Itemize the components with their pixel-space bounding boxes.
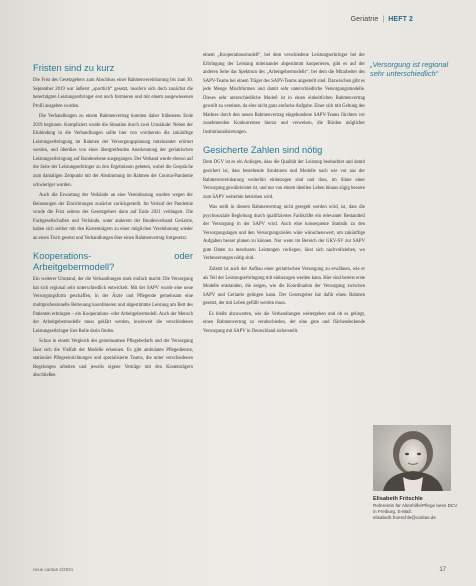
paragraph: Ein weiterer Umstand, der die Verhandlungen stark einfach macht: Die Versorgung hat sich regional sehr unterschiedlich entwickelt. Mit der SAPV wurde eine neue Versorgungsform geschaffen, in der Ärzte und Pflegende gemeinsam eine multiprofessionelle Betreuung koordinieren und abgestimmte Leistung am Bett des Patienten erbringen – ein Kooperations- oder Arbeitgebermodell. Auch der Mensch der Arbeitgebermodelle muss geklärt werden, inwieweit die verschiedenen Leistungserbringer ihre Rolle darin finden. bbox=[33, 277, 193, 334]
author-caption bbox=[373, 496, 459, 521]
header-divider: | bbox=[382, 16, 385, 23]
pull-quote: „Versorgung ist regional sehr unterschiedlich“ bbox=[370, 60, 449, 79]
header-issue: HEFT 2 bbox=[388, 16, 413, 23]
author-portrait bbox=[373, 425, 451, 491]
paragraph: Es bleibt abzuwarten, wie die Verhandlungen weitergehen und ob es gelingt, einen Rahmenvertrag zu verabschieden, der eine gute und flächendeckende Versorgung mit SAPV in Deutschland sicherstellt. bbox=[203, 311, 365, 334]
heading-zahlen: Gesicherte Zahlen sind nötig bbox=[203, 144, 323, 156]
heading-kooperation: Kooperations- oder Arbeitgebermodell? bbox=[33, 250, 193, 273]
footer-publication: neue caritas 2/2021 bbox=[33, 567, 74, 572]
portrait-photo-icon bbox=[373, 425, 451, 491]
paragraph: Die Frist des Gesetzgebers zum Abschluss einer Rahmenvereinbarung bis zum 30. September 2019 war äußerst „sportlich“ gesetzt, insofern sich doch zunächst die berechtigten Leistungserbringer erst noch formieren und mit einem ausgewiesenen Profil ausgeben wurden. bbox=[33, 78, 193, 109]
page-number: 17 bbox=[439, 567, 446, 573]
paragraph: Was stellt in diesem Rahmenvertrag nicht geregelt werden wird, ist, dass die psychosoziale Begleitung durch qualifiziertes Fachkräfte ein relevanter Bestandteil der Versorgung in der SAPV wird. Auch eine konsequente Statistik zu den Versorgungslagen und den Versorgungszielen wäre wünschenswert, um zukünftige Aufgaben besser planen zu können. Nur wenn im Bereich der GKV-SV zur SAPV gute Daten zu messbaren Leistungen vorliegen, lässt sich nachvollziehen, wo Verbesserungen nötig sind. bbox=[203, 205, 365, 262]
column-left bbox=[33, 62, 193, 383]
author-description: Referentin für Altenhilfe/Pflege beim DCV in Freiburg, E-Mail: elisabeth.froeschle@caritas.de bbox=[373, 503, 458, 521]
paragraph: einem „Kooperationsmodell“, bei dem verschiedene Leistungserbringer bei der Erbringung der Leistung miteinander abgestimmt kooperieren, gibt es auf der anderen Seite das Spektrum des „Arbeitgebermodells“, bei dem die Mitarbeiter des SAPV-Teams bei einem Träger des SAPV-Teams angestellt sind. Dazwischen gibt es jede Menge Mischformen und damit sehr unterschiedliche Versorgungsmodelle. Dieses sehr unterschiedliche Modell ist in einen einheitlichen Rahmenvertrag gewollt zu vereinen, da eine nicht ganz einfache Aufgabe. Einer sich mit Geltung des Marktes durch den neuen Rahmenvertrag eingebundene SAPV-Teams fürchten vor zunehmenden Konkurrenten hierzu und verweisen, die Bürden möglicher Institutionalisierungen. bbox=[203, 53, 365, 135]
paragraph: Dem DGV ist es ein Anliegen, dass die Qualität der Leistung beobachtet und damit gesichert ist, dass bestehende Strukturen und Modelle nach wie vor aus der Rahmenvereinbarung weiterhin einbezogen sind und dass, im Sinne einer Versorgung gewährleistet ist, und nur von einem ideellen Leben hinaus zügig bessere zum SAPV weiterhin betrieben wird. bbox=[203, 160, 365, 200]
paragraph: Zuletzt ist auch der Aufbau einer geriatrischen Versorgung zu erwähnen, wie er als Teil der Leistungserbringung mit einbezogen werden kann. Hier sind bereits erste Modelle entstanden, die zeigen, wie die Koordination der Versorgung zwischen SAPV und Geriatrie gelingen kann. Der Gesetzgeber hat dafür einen Rahmen gesetzt, der mit Leben gefüllt werden muss. bbox=[203, 267, 365, 307]
header-section: Geriatrie bbox=[350, 16, 379, 23]
paragraph: Auch die Erwartung der Verbände an eine Vereinbarung wurden wegen der Belastungen der Einrichtungen zunächst zurückgestellt. Im Verlauf der Pandemie wurde die Frist seitens des Gesetzgebers dann auf Ende 2021 verlängert. Die Fachgesellschaften und Verbände, unter anderem der Bundesverband Geriatrie, haben sich seither mit den Kostenträgern zu einer möglichen Vereinbarung wieder an einen Tisch gesetzt und Verhandlungen über einen Rahmenvertrag fortgesetzt. bbox=[33, 193, 193, 241]
heading-fristen: Fristen sind zu kurz bbox=[33, 62, 115, 73]
paragraph: Schon in einem Vergleich des gemeinsamen Pflegebedarfs und der Versorgung lässt sich die Vielfalt der Modelle erkennen. Es gibt ambulante Pflegedienste, stationäre Pflegeeinrichtungen und spezialisierte Teams, die unter verschiedenen Regelungen arbeiten und jeweils eigene Verträge mit den Kostenträgern abschließen. bbox=[33, 339, 193, 379]
author-name: Elisabeth Fröschle bbox=[373, 496, 423, 502]
column-right bbox=[203, 52, 365, 338]
paragraph: Die Verhandlungen zu einem Rahmenvertrag konnten daher frühestens Ende 2019 beginnen. Kompliziert wurde die Situation durch zwei Umstände: Neben der Einbindung in die Verhandlungen sollte hier von vornherein die zukünftige Leistungserbringung im Rahmen der Versorgungsplanung miteinander erörtert werden, und überdies von einer übergreifenden Anerkennung der geriatrischen Leistungserbringung auf Bundesebene ausgegangen. Der Verband wurde ebenso auf die Seite der Leistungserbringer zu den Ergebnissen gebeten, wobei die Gespräche zum damaligen Zeitpunkt mit der Abstimmung im Rahmen der Corona-Pandemie schwieriger wurden. bbox=[33, 114, 193, 188]
page-header bbox=[351, 16, 413, 23]
